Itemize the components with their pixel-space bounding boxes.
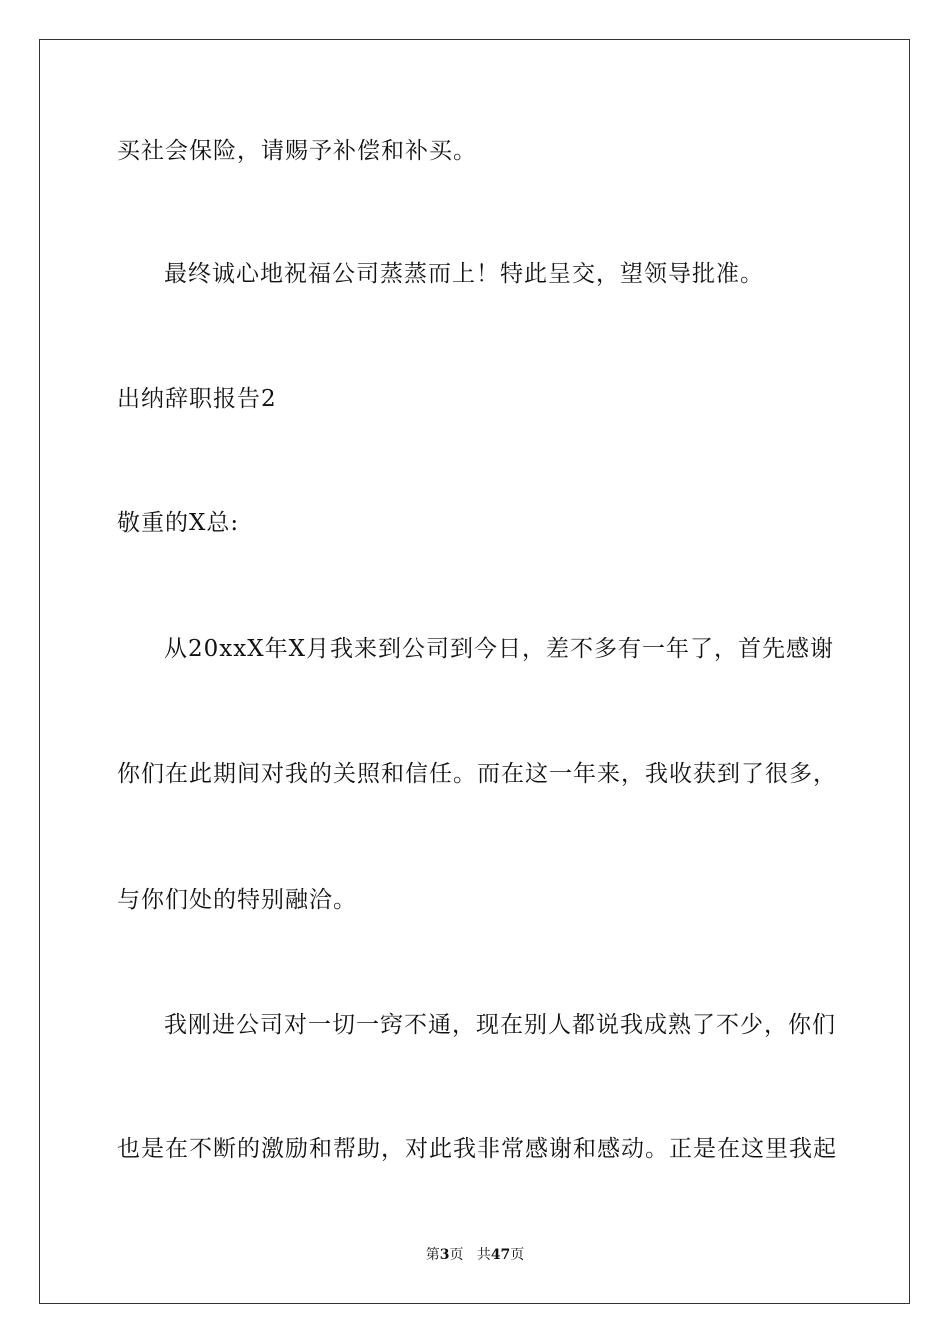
body-line-2: 最终诚心地祝福公司蒸蒸而上！特此呈交，望领导批准。 <box>164 261 764 287</box>
footer-page-prefix: 第 <box>425 1247 440 1263</box>
body-line-7: 与你们处的特别融洽。 <box>117 887 357 913</box>
body-line-1: 买社会保险，请赐予补偿和补买。 <box>117 138 477 164</box>
footer-total-pages: 47 <box>490 1247 511 1263</box>
body-line-6: 你们在此期间对我的关照和信任。而在这一年来，我收获到了很多， <box>117 761 837 787</box>
footer-page-suffix: 页 <box>449 1247 464 1263</box>
section-title: 出纳辞职报告2 <box>117 386 277 412</box>
body-line-5: 从20xxX年X月我来到公司到今日，差不多有一年了，首先感谢 <box>164 636 834 662</box>
body-line-9: 也是在不断的激励和帮助，对此我非常感谢和感动。正是在这里我起 <box>117 1136 837 1162</box>
page-border <box>39 39 910 1304</box>
body-line-8: 我刚进公司对一切一窍不通，现在别人都说我成熟了不少，你们 <box>164 1012 836 1038</box>
salutation: 敬重的X总: <box>117 510 240 536</box>
footer-total-prefix: 共 <box>476 1247 491 1263</box>
footer-page-number: 3 <box>439 1247 450 1263</box>
footer-total-suffix: 页 <box>510 1247 525 1263</box>
page-footer <box>0 1245 950 1265</box>
